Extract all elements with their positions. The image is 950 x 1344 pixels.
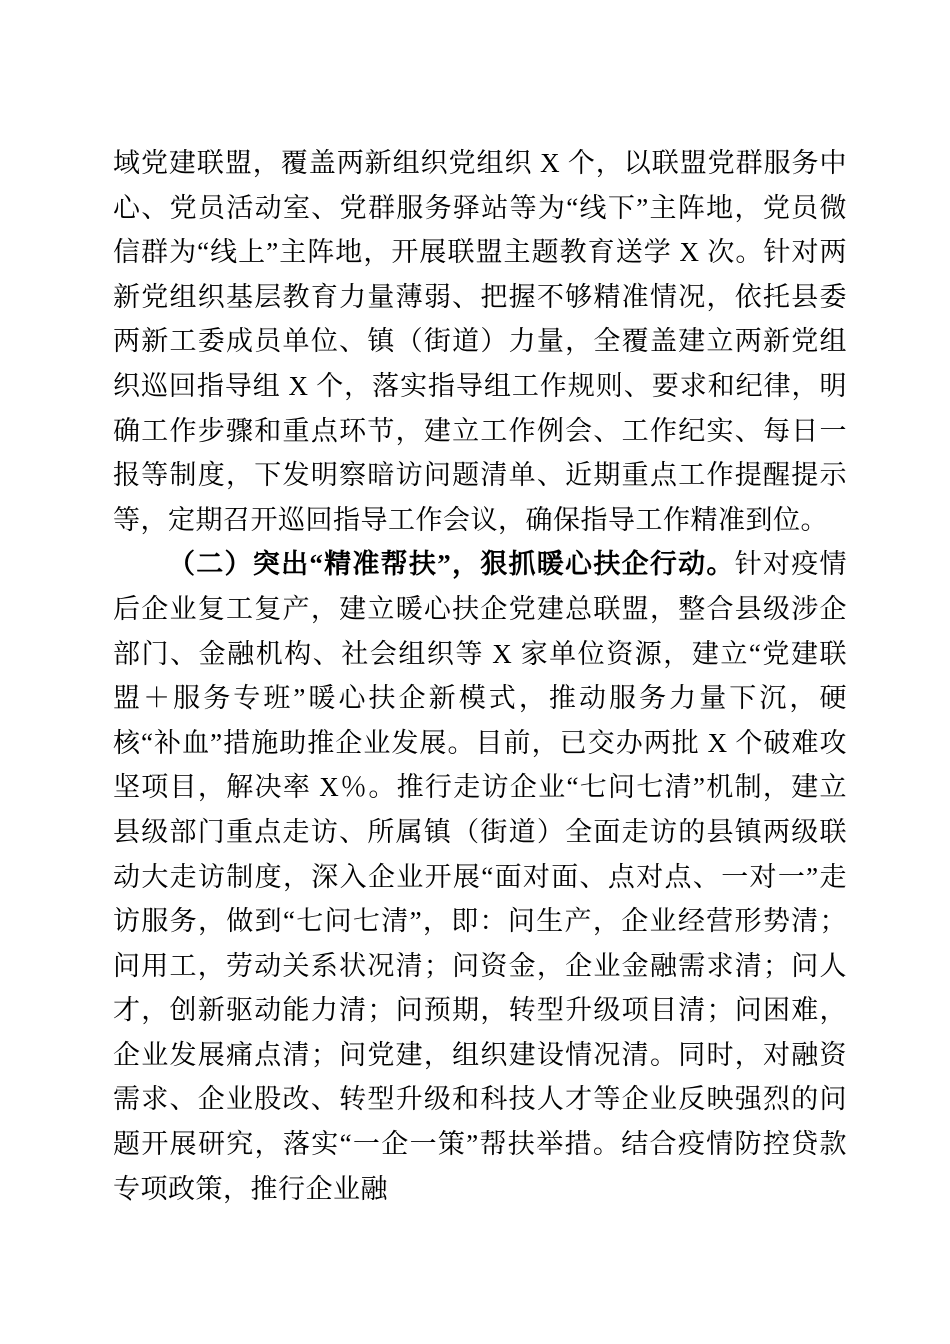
paragraph-section-two (113, 542, 847, 1211)
document-body (113, 141, 847, 1211)
paragraph-continuation (113, 141, 847, 542)
text-run: 域党建联盟，覆盖两新组织党组织 X 个，以联盟党群服务中心、党员活动室、党群服务驿站等为“线下”主阵地，党员微信群为“线上”主阵地，开展联盟主题教育送学 X 次。针对两新党组织基层教育力量薄弱、把握不够精准情况，依托县委两新工委成员单位、镇（街道）力量，全覆盖建立两新党组织巡回指导组 X 个，落实指导组工作规则、要求和纪律，明确工作步骤和重点环节，建立工作例会、工作纪实、每日一报等制度，下发明察暗访问题清单、近期重点工作提醒提示等，定期召开巡回指导工作会议，确保指导工作精准到位。 (113, 148, 847, 535)
text-run: 针对疫情后企业复工复产，建立暖心扶企党建总联盟，整合县级涉企部门、金融机构、社会组织等 X 家单位资源，建立“党建联盟＋服务专班”暖心扶企新模式，推动服务力量下沉，硬核“补血”措施助推企业发展。目前，已交办两批 X 个破难攻坚项目，解决率 X％。推行走访企业“七问七清”机制，建立县级部门重点走访、所属镇（街道）全面走访的县镇两级联动大走访制度，深入企业开展“面对面、点对点、一对一”走访服务，做到“七问七清”，即：问生产，企业经营形势清；问用工，劳动关系状况清；问资金，企业金融需求清；问人才，创新驱动能力清；问预期，转型升级项目清；问困难，企业发展痛点清；问党建，组织建设情况清。同时，对融资需求、企业股改、转型升级和科技人才等企业反映强烈的问题开展研究，落实“一企一策”帮扶举措。结合疫情防控贷款专项政策，推行企业融 (113, 549, 847, 1204)
section-heading-run: （二）突出“精准帮扶”，狠抓暖心扶企行动。 (168, 549, 735, 580)
